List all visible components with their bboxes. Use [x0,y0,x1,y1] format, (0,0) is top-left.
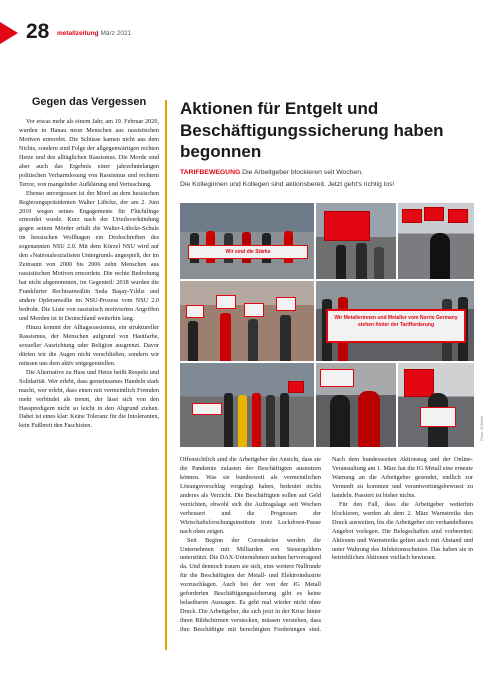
banner-text: Wir Metallerinnen und Metaller vom Norris Germany stehen hinter der Tarifforderung [334,315,458,328]
kicker-line-2: Die Kolleginnen und Kollegen sind aktionsbereit. Jetzt geht's richtig los! [180,181,395,188]
kicker-line-1: Die Arbeitgeber blockieren seit Wochen. [240,169,363,176]
article-headline: Aktionen für Entgelt und Beschäftigungssicherung haben begonnen [180,99,444,161]
kicker-tag: TARIFBEWEGUNG [180,169,241,176]
sidebar-paragraph: Ebenso unvergessen ist der Mord an dem hessischen Regierungspräsidenten Walter Lübcke, der am 2. Juni 2019 wegen seines Engagements für Flüchtlinge ermordet wurde. Kurz nach der Urteilsverkündung gegen seinen Mörder erhält die Walter-Lübcke-Schule im hessischen Wolfhagen ein Drohschreiben des sogenannten NSU 2.0. Mit dem Kürzel NSU wird auf den »Nationalsozialisten Untergrund« angespielt, der im Zeitraum von 2000 bis 2006 zehn Menschen aus rassistischen Motiven ermordete. Die rechte Bedrohung hat nicht abgenommen, im Gegenteil: 2018 wurden die Frankfurter Rechtsanwältin Seda Başay-Yıldız und andere Opferanwälte im NSU-Prozess vom NSU 2.0 bedroht. Die Liste von rassistisch motivierten Angriffen und Morden ist in Deutschland weiterhin lang. [19,189,159,322]
sidebar-commentary [19,96,159,641]
page-marker-triangle-icon [0,22,18,44]
article-paragraph: Offensichtlich sind die Arbeitgeber der Ansicht, dass sie die Pandemie zulasten der Beschäftigten ausnutzen können. Was sie bundesweit als vermeintlichen Lösungsvorschlag vorgelegt haben, bedeutet nichts anderes als Verzicht. Die Beschäftigten sollen auf Geld verzichten, obwohl sich die Auftragslage seit Wochen verbessert und die Prognosen der Wirtschaftsforschungsinstitute trotz Lockdown-Pause nach oben zeigen. [180,456,321,535]
photo-group-flags [180,363,314,447]
sidebar-title: Gegen das Vergessen [31,96,147,108]
sidebar-paragraph: Die Alternative zu Hass und Hetze heißt Respekt und Solidarität. Wer erlebt, dass gemeinsames Handeln stark macht, wer erlebt, dass einen mit vermeintlich Fremden mehr verbindet als trennt, der lässt sich von den Hasspredigern nicht so leicht in den Abgrund ziehen. Dabei ist eines klar: Keine Toleranz für die Intoleranten, kein Fußbreit den Faschisten. [19,368,159,430]
photo-igm-flags [398,203,474,279]
article-kicker [180,167,490,191]
photo-workers-signs [180,281,314,361]
photo-street-banner [180,203,314,279]
sidebar-paragraph: Hinzu kommt der Alltagsrassismus, ein struktureller Rassismus, der Menschen aufgrund von Hautfarbe, sexueller Ausrichtung oder Religion ausgrenzt. Davor dürfen wir die Augen nicht verschließen, sondern wir müssen uns dem aktiv entgegenstellen. [19,323,159,367]
photo-red-banner-hall [316,203,396,279]
page-number: 28 [26,20,50,43]
photo-metallerinnen-banner [316,281,474,361]
photo-igm-sign [398,363,474,447]
article-paragraph: Für den Fall, dass die Arbeitgeber weiterhin blockieren, werden ab dem 2. März Warnstreiks den Druck ausweiten, bis die Arbeitgeber ein verhandelbares Angebot vorlegen. Die Belegschaften sind vorbereitet: Aktionen und Warnstreiks gelten auch mit Abstand und unter Wahrung des Infektionsschutzes. Das haben sie in betrieblichen Aktionen vielfach bewiesen. [332,500,473,562]
issue-date: | März 2021 [97,30,132,37]
photo-masked-couple [316,363,396,447]
photo-credit: Fotos: IG Metall [480,416,484,441]
page-header [0,22,500,44]
article-paragraph: Seit Beginn der Coronakrise werden die Unternehmen mit Milliarden von Steuergeldern unterstützt. Die DAX-Unternehmen stehen hervorragend da. Und dennoch trauen sie sich, eine weitere Nullrunde für die Beschäftigten der Metall- und Elektroindustrie vorzuschlagen. Auch bei der von der IG Metall geforderten Beschäftigungssicherung gibt es keine belastbaren Aussagen. Es geht mal wieder nicht ohne Druck. Die Arbeitgeber, die sich jetzt in der Krise hinter ihren Bildschirmen verstecken, müssen verstehen, dass ihre Beschäftigte mit berechtigten Forderungen sind. Nach dem bundesweiten Aktionstag und der Online-Veranstaltung am 1. März hat die IG Metall eine erneute Warnung an die Arbeitgeber gesendet, endlich zur Vernunft zu kommen und verantwortungsbewusst zu handeln. Passiert ist bisher nichts. [180,456,473,634]
article-body [180,456,473,644]
sidebar-paragraph: Vor etwas mehr als einem Jahr, am 19. Februar 2020, wurden in Hanau neun Menschen aus rassistischen Motiven ermordet. Die Schüsse kamen nicht aus dem Nichts, sondern sind Folge der allgegenwärtigen rechten Hetze und des alltäglichen Rassismus. Die Morde sind aber auch das Ergebnis einer jahrzehntelangen politischen Verharmlosung von Rassismus und rechtem Terror, von mangelnder Aufklärung und Vertuschung. [19,118,159,188]
magazine-name: metallzeitung [57,30,99,37]
column-divider [165,100,167,650]
photo-collage [180,203,484,447]
banner-text: Wir sind die Stärke [225,249,271,255]
